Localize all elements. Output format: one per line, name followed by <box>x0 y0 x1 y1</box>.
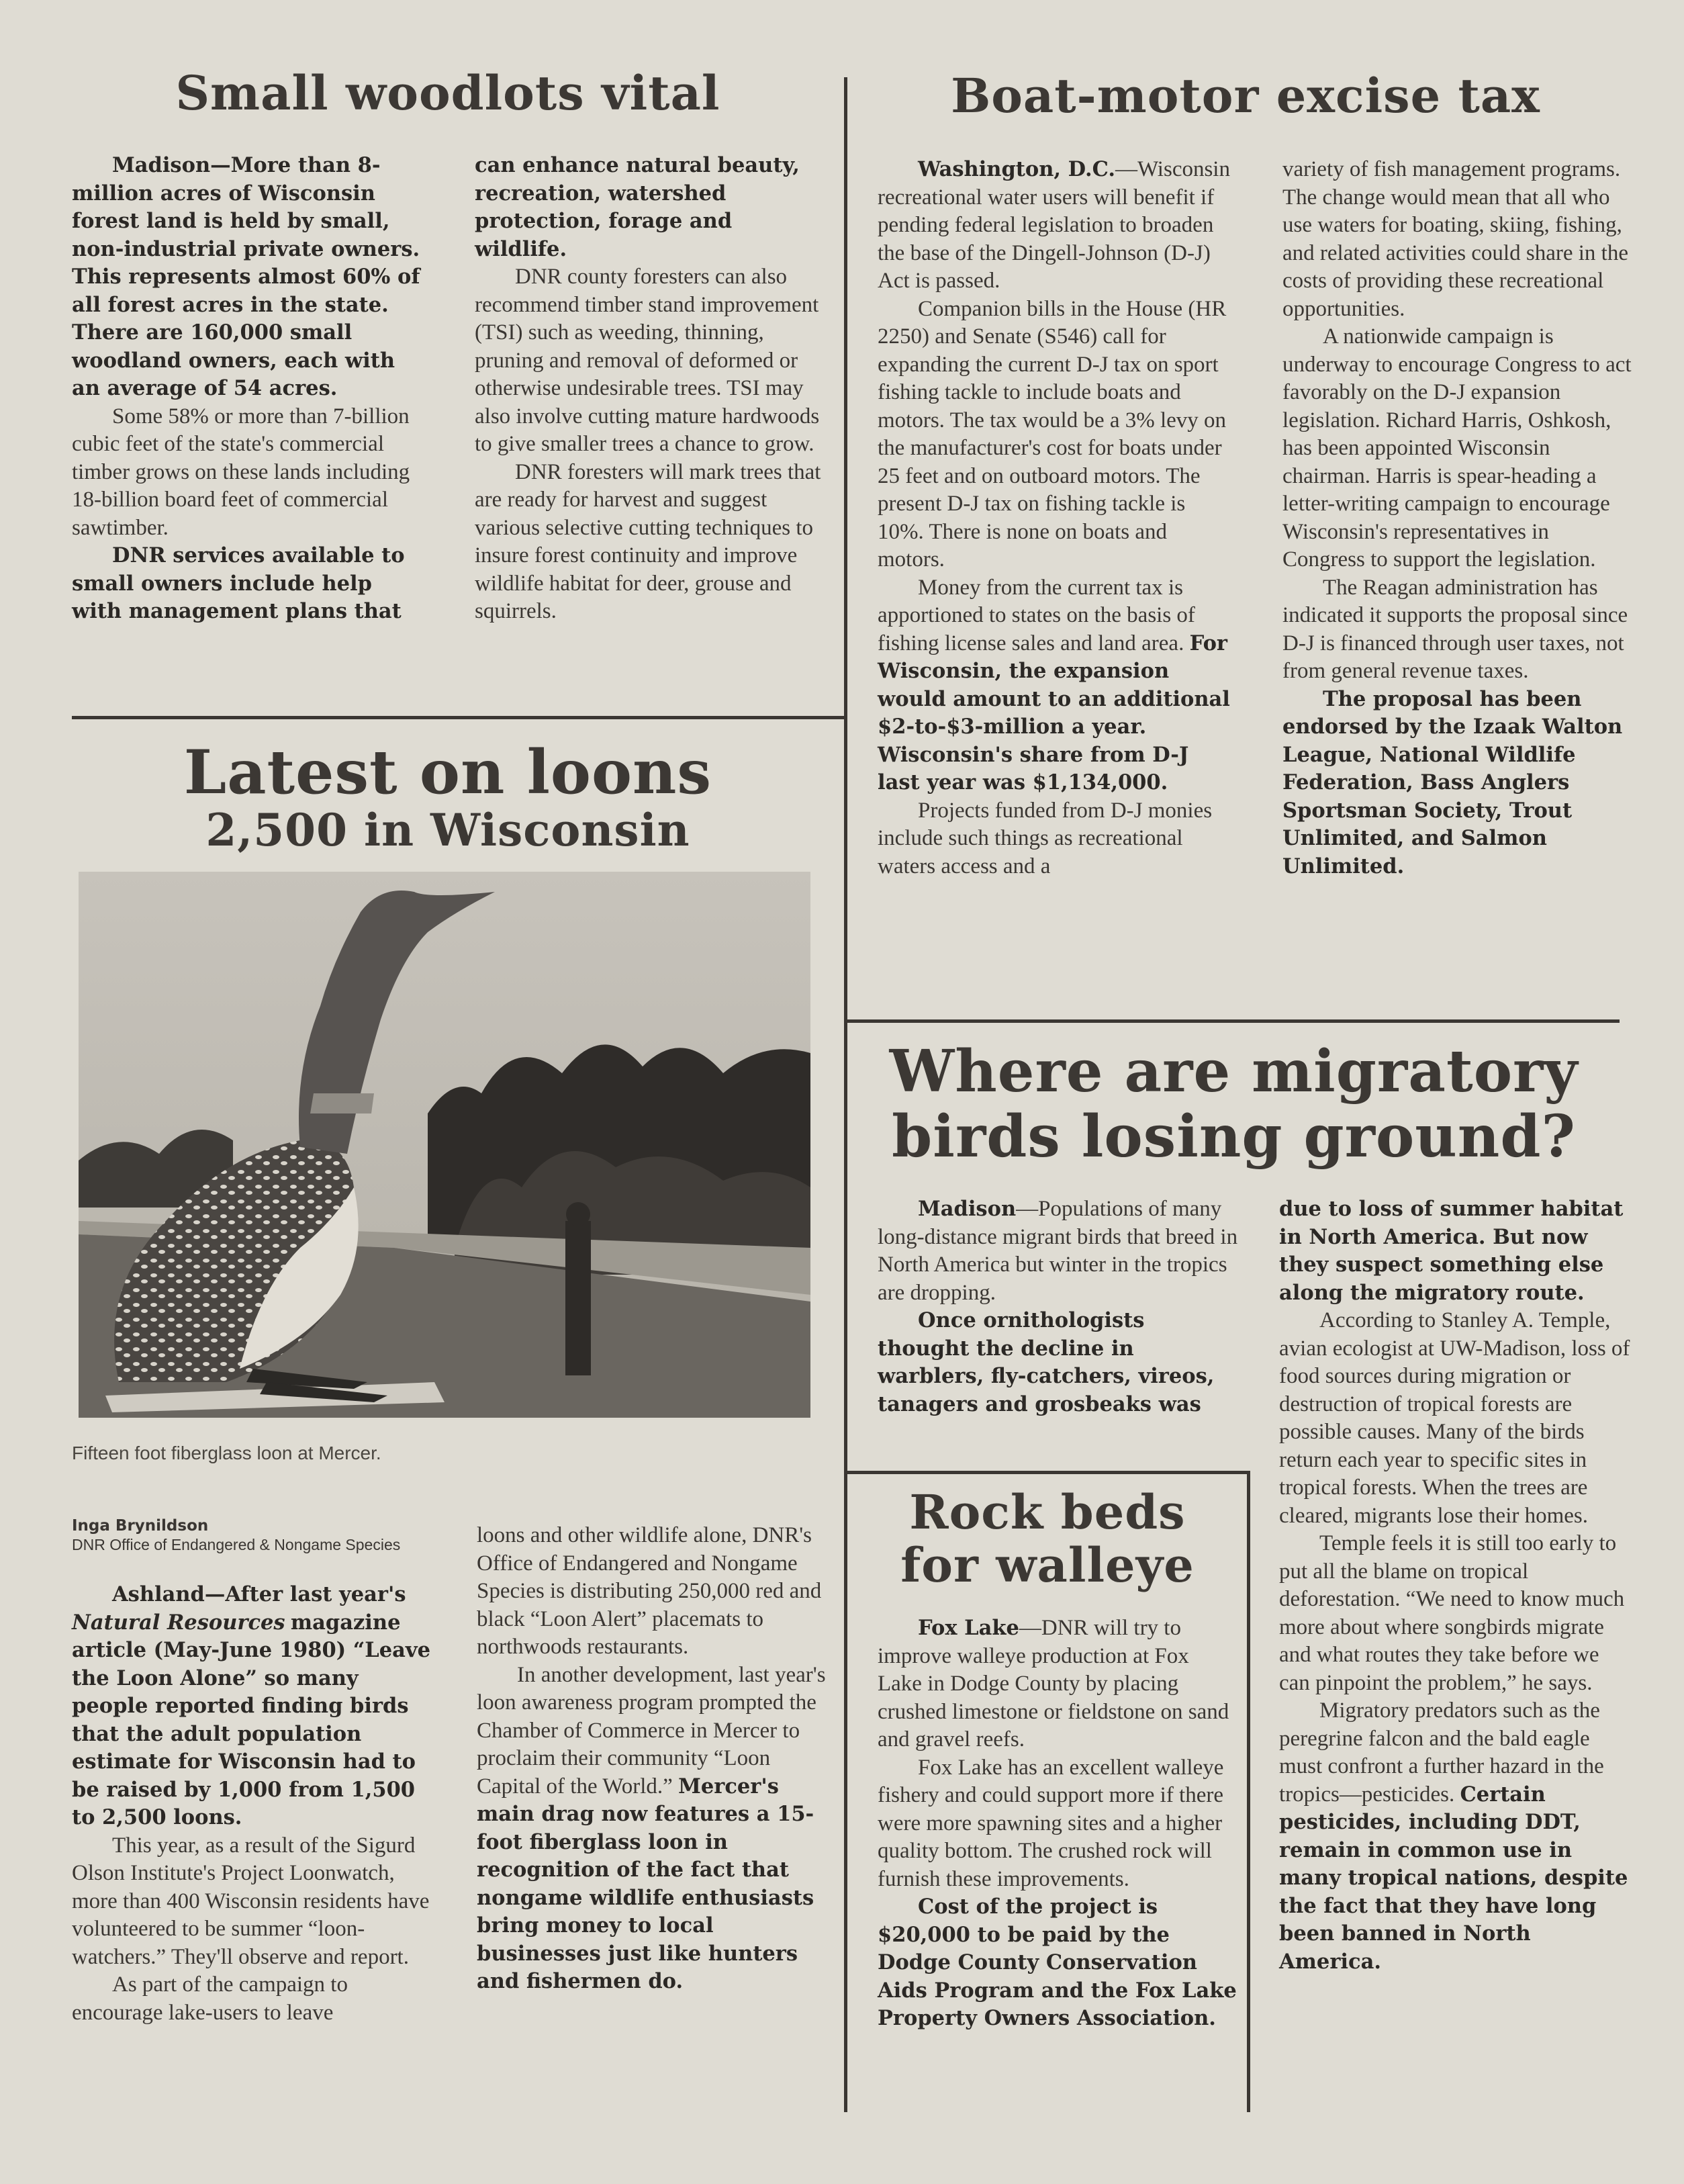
walleye-headline-line2: for walleye <box>900 1537 1195 1593</box>
magazine-title: Natural Resources <box>72 1610 285 1635</box>
vertical-rule-top <box>844 77 847 1021</box>
boat-bold: The proposal has been endorsed by the Izaak Walton League, National Wildlife Federation, Bass Anglers Sportsman Society, Trout Unlimited, and Salmon Unlimited. <box>1282 686 1623 878</box>
dateline: Washington, D.C. <box>918 157 1115 181</box>
woodlots-col1 <box>72 152 428 626</box>
loons-para: loons and other wildlife alone, DNR's Office of Endangered and Nongame Species is distributing 250,000 red and black “Loon Alert” placemats to northwoods restaurants. <box>477 1523 822 1659</box>
walleye-para: Fox Lake has an excellent walleye fishery and could support more if there were more spawning sites and a higher quality bottom. The crushed rock will furnish these improvements. <box>878 1755 1224 1891</box>
photo-caption: Fifteen foot fiberglass loon at Mercer. <box>72 1443 381 1463</box>
woodlots-para: DNR county foresters can also recommend timber stand improvement (TSI) such as weeding, thinning, pruning and removal of deformed or otherwise undesirable trees. TSI may also involve cutting mature hardwoods to give smaller trees a chance to grow. <box>475 265 820 456</box>
migratory-col1 <box>878 1195 1240 1418</box>
loons-para: As part of the campaign to encourage lake-users to leave <box>72 1972 348 2025</box>
loons-para: In another development, last year's loon awareness program prompted the Chamber of Commerce in Mercer to proclaim their community “Loon Capital of the World.” <box>477 1662 826 1799</box>
loons-col2 <box>477 1522 833 1996</box>
rule-under-boat <box>844 1019 1620 1023</box>
migratory-para: —Populations of many long-distance migrant birds that breed in North America but winter in the tropics are dropping. <box>878 1197 1238 1305</box>
woodlots-col2 <box>475 152 831 626</box>
rule-walleye-right <box>1247 1471 1250 2112</box>
loons-bold: Ashland—After last year's <box>112 1582 406 1606</box>
walleye-headline-line1: Rock beds <box>909 1484 1186 1540</box>
migratory-bold: Once ornithologists thought the decline in warblers, fly-catchers, vireos, tanagers and grosbeaks was <box>878 1308 1215 1416</box>
boat-headline: Boat-motor excise tax <box>951 68 1540 124</box>
boat-para: variety of fish management programs. The change would mean that all who use waters for boating, skiing, fishing, and related activities could share in the costs of providing these recreational opportunities. <box>1282 157 1628 321</box>
loons-headline: Latest on loons <box>183 737 712 808</box>
boat-para: The Reagan administration has indicated it supports the proposal since D-J is financed through user taxes, not from general revenue taxes. <box>1282 575 1628 683</box>
walleye-col <box>878 1614 1237 2033</box>
walleye-para: —DNR will try to improve walleye production at Fox Lake in Dodge County by placing crushed limestone or fieldstone on sand and gravel reefs. <box>878 1616 1229 1751</box>
woodlots-lead: Madison—More than 8-million acres of Wisconsin forest land is held by small, non-industrial private owners. This represents almost 60% of all forest acres in the state. There are 160,000 small woodland owners, each with an average of 54 acres. <box>72 153 420 400</box>
rule-under-woodlots <box>72 716 846 719</box>
loons-bold: Mercer's main drag now features a 15-foot fiberglass loon in recognition of the fact that nongame wildlife enthusiasts bring money to local businesses just like hunters and fishermen do. <box>477 1774 814 1993</box>
walleye-bold: Cost of the project is $20,000 to be paid by the Dodge County Conservation Aids Program and the Fox Lake Property Owners Association. <box>878 1895 1237 2030</box>
migratory-bold: Certain pesticides, including DDT, remain in common use in many tropical nations, despite the fact that they have long been banned in North America. <box>1279 1782 1628 1974</box>
loons-para: This year, as a result of the Sigurd Olson Institute's Project Loonwatch, more than 400 Wisconsin residents have volunteered to be summer “loon-watchers.” They'll observe and report. <box>72 1833 430 1969</box>
loon-statue-photo <box>79 872 810 1418</box>
boat-para: Companion bills in the House (HR 2250) and Senate (S546) call for expanding the current D-J tax on sport fishing tackle to include boats and motors. The tax would be a 3% levy on the manufacturer's cost for boats under 25 feet and on outboard motors. The present D-J tax on fishing tackle is 10%. There is none on boats and motors. <box>878 296 1227 572</box>
migratory-headline-line1: Where are migratory <box>889 1038 1579 1105</box>
boat-col2 <box>1282 156 1632 880</box>
boat-para: Projects funded from D-J monies include such things as recreational waters access and a <box>878 798 1213 878</box>
boat-para: —Wisconsin recreational water users will benefit if pending federal legislation to broaden the base of the Dingell-Johnson (D-J) Act is passed. <box>878 157 1230 293</box>
loon-statue-illustration <box>79 872 810 1418</box>
woodlots-para: Some 58% or more than 7-billion cubic feet of the state's commercial timber grows on these lands including 18-billion board feet of commercial sawtimber. <box>72 404 410 540</box>
loons-bold: magazine article (May-June 1980) “Leave the Loon Alone” so many people reported finding birds that the adult population estimate for Wisconsin had to be raised by 1,000 from 1,500 to 2,500 loons. <box>72 1610 431 1829</box>
dateline: Madison <box>918 1197 1017 1221</box>
woodlots-bold-para: DNR services available to small owners include help with management plans that <box>72 543 405 623</box>
woodlots-para: DNR foresters will mark trees that are ready for harvest and suggest various selective cutting techniques to insure forest continuity and improve wildlife habitat for deer, grouse and squirrels. <box>475 459 821 623</box>
loons-col1 <box>72 1581 431 2027</box>
woodlots-headline: Small woodlots vital <box>175 65 720 121</box>
migratory-para: According to Stanley A. Temple, avian ecologist at UW-Madison, loss of food sources during migration or destruction of tropical forests are possible causes. Many of the birds return each year to specific sites in tropical forests. When the trees are cleared, migrants lose their homes. <box>1279 1308 1630 1528</box>
boat-para: Money from the current tax is apportioned to states on the basis of fishing license sales and land area. <box>878 575 1195 655</box>
boat-para: A nationwide campaign is underway to encourage Congress to act favorably on the D-J expansion legislation. Richard Harris, Oshkosh, has been appointed Wisconsin chairman. Harris is spear-heading a letter-writing campaign to encourage Wisconsin's representatives in Congress to support the legislation. <box>1282 324 1632 572</box>
woodlots-bold-cont: can enhance natural beauty, recreation, watershed protection, forage and wildlife. <box>475 153 800 261</box>
rule-walleye-top <box>844 1471 1250 1474</box>
boat-bold: For Wisconsin, the expansion would amount to an additional $2-to-$3-million a year. Wisconsin's share from D-J last year was $1,134,000. <box>878 631 1230 794</box>
migratory-para: Migratory predators such as the peregrine falcon and the bald eagle must confront a further hazard in the tropics—pesticides. <box>1279 1698 1604 1807</box>
migratory-para: Temple feels it is still too early to put all the blame on tropical deforestation. “We need to know much more about where songbirds migrate and what routes they take before we can pinpoint the problem,” he says. <box>1279 1531 1625 1695</box>
migratory-headline-line2: birds losing ground? <box>892 1103 1576 1171</box>
vertical-rule-bottom <box>844 1021 847 2112</box>
author-title: DNR Office of Endangered & Nongame Species <box>72 1536 401 1553</box>
boat-col1 <box>878 156 1233 880</box>
author-name: Inga Brynildson <box>72 1517 209 1535</box>
migratory-bold: due to loss of summer habitat in North America. But now they suspect something else along the migratory route. <box>1279 1197 1624 1305</box>
migratory-col2 <box>1279 1195 1632 1976</box>
loons-subhead: 2,500 in Wisconsin <box>205 804 690 856</box>
dateline: Fox Lake <box>918 1616 1019 1640</box>
